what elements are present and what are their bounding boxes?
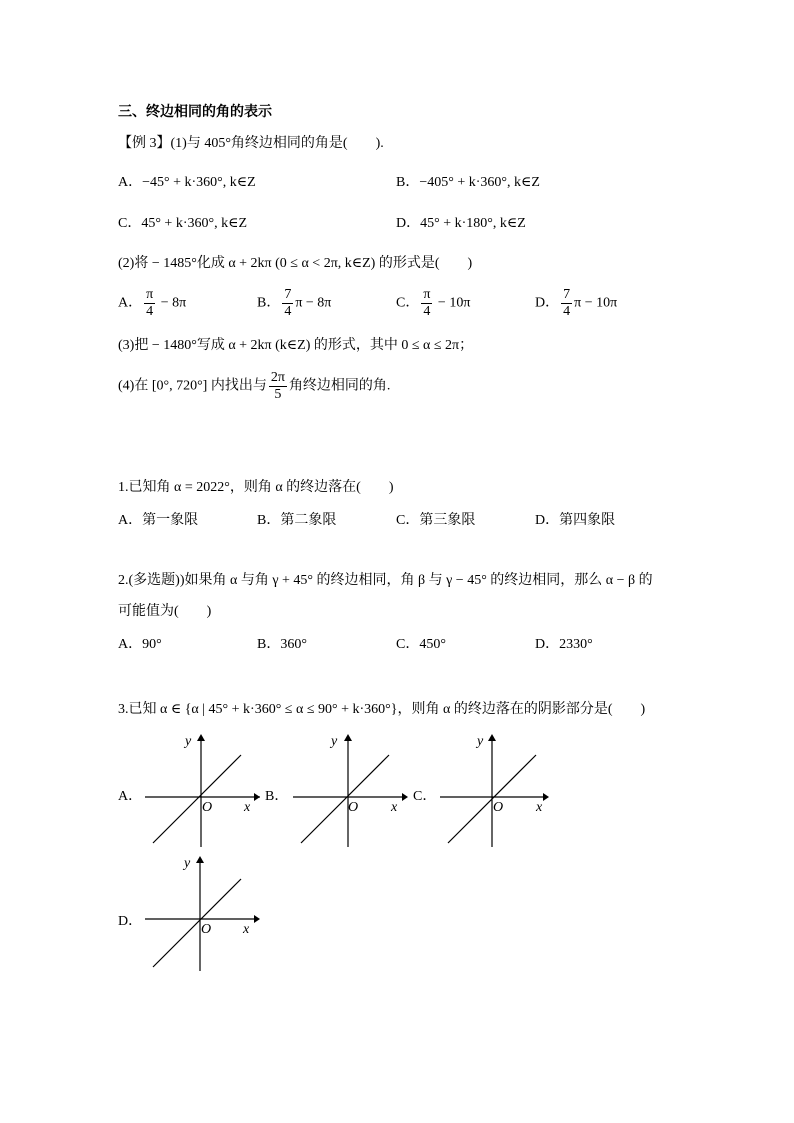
problem2-line2: 可能值为( ) <box>118 604 212 619</box>
axis-x-label: x <box>243 922 250 937</box>
origin-label: O <box>202 800 213 815</box>
problem1-option-d: D．第四象限 <box>535 513 616 528</box>
problem3-option-d-label: D． <box>118 914 143 929</box>
axis-x-label: x <box>536 800 543 815</box>
problem3-diagram-b <box>293 733 413 848</box>
problem1-option-c: C．第三象限 <box>396 513 476 528</box>
problem1-option-b: B．第二象限 <box>257 513 337 528</box>
example3-q4: (4)在 [0°, 720°] 内找出与 $\frac{2\pi}{5}$ 角终边相同的角. <box>118 370 391 402</box>
problem2-option-a: A．90° <box>118 637 162 652</box>
example3-q1: 【例 3】(1)与 405°角终边相同的角是( ). <box>118 136 384 151</box>
example3-q1-option-d: D．45° + k·180°, k∈Z <box>396 216 526 231</box>
example3-q1-option-b: B．−405° + k·360°, k∈Z <box>396 175 540 190</box>
example3-q2-option-b: B． $\frac{7}{4}$ π − 8π <box>257 287 332 319</box>
axis-y-label: y <box>184 856 191 871</box>
axis-x-label: x <box>391 800 398 815</box>
example3-q2: (2)将 − 1485°化成 α + 2kπ (0 ≤ α < 2π, k∈Z) 的形式是( ) <box>118 256 473 271</box>
problem2-option-b: B．360° <box>257 637 307 652</box>
origin-label: O <box>201 922 212 937</box>
origin-label: O <box>348 800 359 815</box>
axis-y-label: y <box>185 734 192 749</box>
example3-q3: (3)把 − 1480°写成 α + 2kπ (k∈Z) 的形式，其中 0 ≤ α ≤ 2π； <box>118 338 474 353</box>
axis-x-label: x <box>244 800 251 815</box>
problem2-option-c: C．450° <box>396 637 446 652</box>
problem3-option-a-label: A． <box>118 789 143 804</box>
axis-y-label: y <box>477 734 484 749</box>
problem3-diagram-d <box>145 855 265 973</box>
origin-label: O <box>493 800 504 815</box>
example3-q2-option-d: D． $\frac{7}{4}$ π − 10π <box>535 287 618 319</box>
example3-q2-option-c: C． $\frac{\pi}{4}$ − 10π <box>396 287 471 319</box>
example3-q1-option-c: C．45° + k·360°, k∈Z <box>118 216 248 231</box>
problem1-text: 1.已知角 α = 2022°，则角 α 的终边落在( ) <box>118 480 394 495</box>
problem3-option-b-label: B． <box>265 789 289 804</box>
problem3-text: 3.已知 α ∈ {α | 45° + k·360° ≤ α ≤ 90° + k·360°}，则角 α 的终边落在的阴影部分是( ) <box>118 702 646 717</box>
problem3-diagram-c <box>440 733 555 848</box>
problem2-line1: 2.(多选题))如果角 α 与角 γ + 45° 的终边相同，角 β 与 γ − 45° 的终边相同，那么 α − β 的 <box>118 573 653 588</box>
problem3-diagram-a <box>145 733 265 848</box>
problem3-option-c-label: C． <box>413 789 437 804</box>
example3-q2-option-a: A． $\frac{\pi}{4}$ − 8π <box>118 287 187 319</box>
problem2-option-d: D．2330° <box>535 637 593 652</box>
section-title: 三、终边相同的角的表示 <box>118 105 272 120</box>
problem1-option-a: A．第一象限 <box>118 513 199 528</box>
example3-q1-option-a: A．−45° + k·360°, k∈Z <box>118 175 256 190</box>
axis-y-label: y <box>331 734 338 749</box>
